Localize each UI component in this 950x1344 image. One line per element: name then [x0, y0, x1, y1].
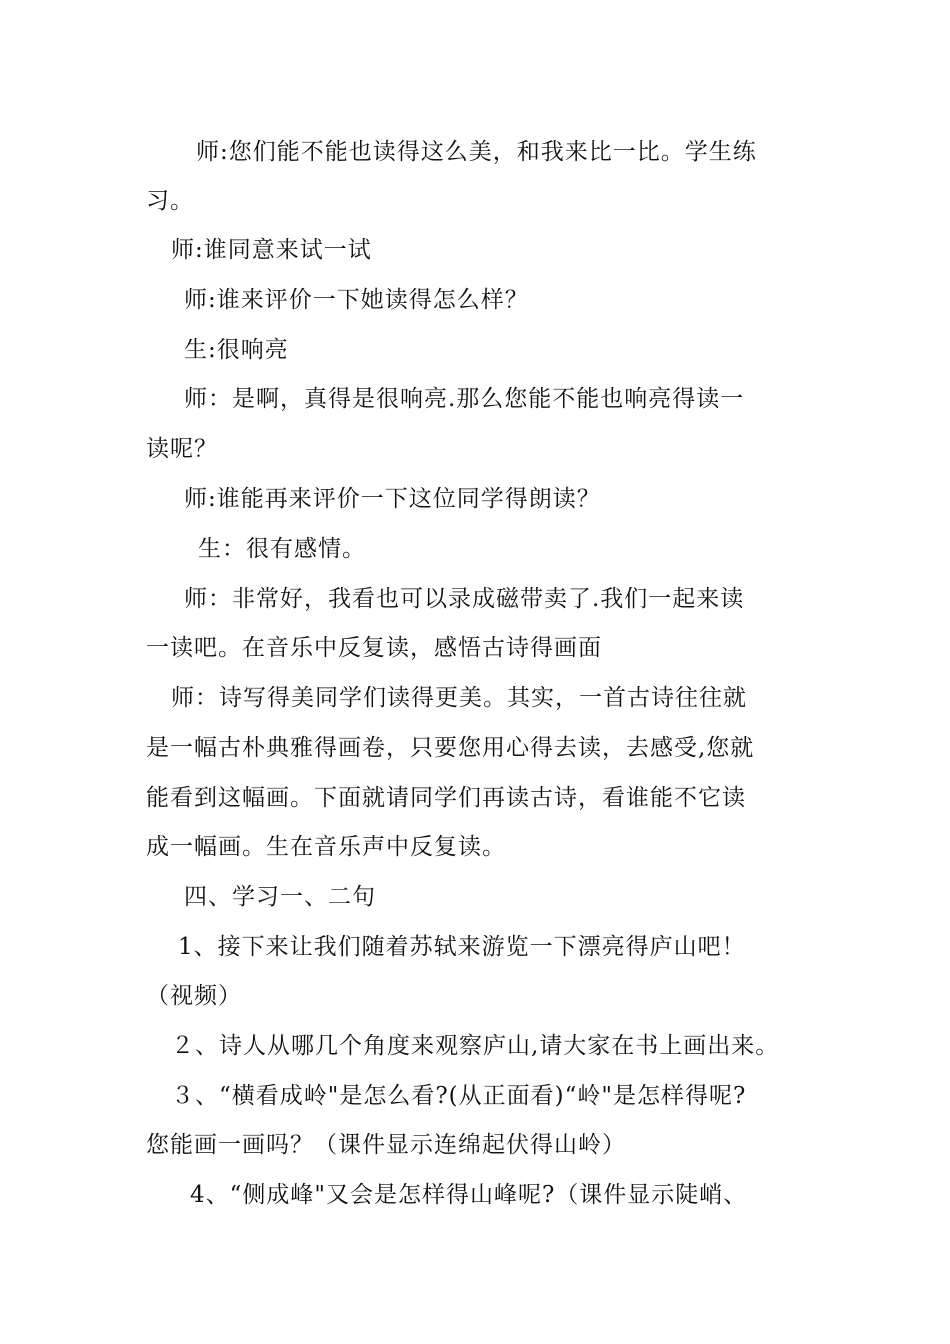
text-line: 生:很响亮: [184, 337, 289, 363]
text-line: 一读吧。在音乐中反复读，感悟古诗得画面: [146, 635, 602, 661]
text-line: 读呢？: [146, 436, 218, 462]
text-line: ２、诗人从哪几个角度来观察庐山,请大家在书上画出来。: [171, 1033, 780, 1059]
text-line: 师：非常好，我看也可以录成磁带卖了.我们一起来读: [184, 586, 745, 612]
text-line: 师:谁能再来评价一下这位同学得朗读？: [184, 486, 601, 512]
text-line: 师:谁来评价一下她读得怎么样？: [184, 287, 529, 313]
text-line: 4、“侧成峰"又会是怎样得山峰呢?（课件显示陡峭、: [190, 1182, 748, 1208]
text-line: 师：诗写得美同学们读得更美。其实，一首古诗往往就: [171, 685, 747, 711]
text-line: 能看到这幅画。下面就请同学们再读古诗，看谁能不它读: [146, 785, 746, 811]
text-line: 师：是啊，真得是很响亮.那么您能不能也响亮得读一: [184, 386, 745, 412]
text-line: ３、“横看成岭"是怎么看?(从正面看)“岭"是怎样得呢?: [171, 1083, 747, 1109]
section-heading: 四、学习一、二句: [184, 884, 376, 910]
text-line: 生：很有感情。: [198, 536, 366, 562]
text-line: 师:您们能不能也读得这么美，和我来比一比。学生练: [196, 139, 757, 165]
text-line: （视频）: [146, 983, 242, 1009]
text-line: 成一幅画。生在音乐声中反复读。: [146, 834, 506, 860]
text-line: 师:谁同意来试一试: [171, 237, 372, 263]
text-line: 1、接下来让我们随着苏轼来游览一下漂亮得庐山吧！: [178, 934, 746, 960]
text-line: 习。: [146, 188, 194, 214]
text-line: 是一幅古朴典雅得画卷，只要您用心得去读，去感受,您就: [146, 735, 755, 761]
text-line: 您能画一画吗？（课件显示连绵起伏得山岭）: [146, 1132, 626, 1158]
